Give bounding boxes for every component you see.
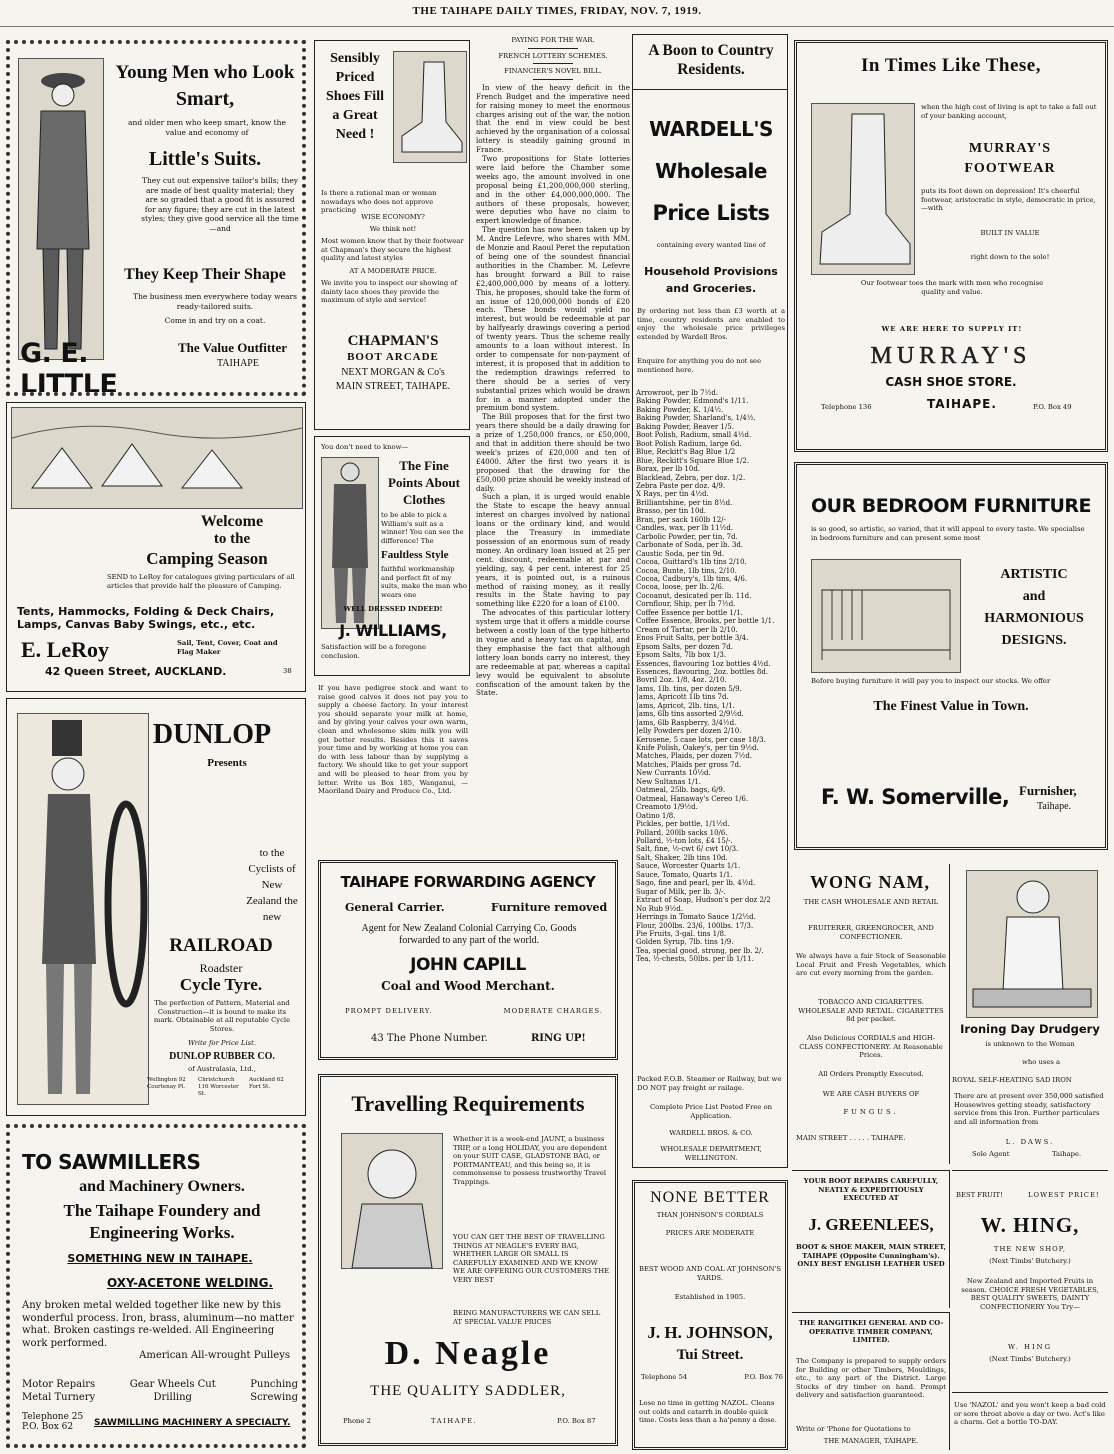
price-item: Baking Powder, Sharland's, 1/4½. [636, 414, 756, 423]
price-item: Cocoa, Guittard's 1lb tins 2/10. [636, 558, 747, 567]
hing-body: New Zealand and Imported Fruits in season. CHOICE FRESH VEGETABLES, BEST QUALITY SWEETS, DAINTY CONFECTIONERY You Try— [961, 1277, 1099, 1311]
dunlop-tyre: Cycle Tyre. [179, 975, 263, 994]
dunlop-body: The perfection of Pattern, Material and Construction—it is bound to make its mark. Obtainable at all reputable Cycle Stores. [153, 999, 291, 1033]
little-brand: Little's Suits. [148, 148, 262, 170]
wardell-price-lists: Price Lists [652, 201, 770, 225]
price-item: Blue, Reckitt's Square Blue 1/2. [636, 456, 750, 465]
price-item: Sugar of Milk, per lb. 3/-. [636, 887, 726, 896]
price-item: Essences, flavouring 1oz bottles 4½d. [636, 659, 771, 668]
price-item: Enos Fruit Salts, per bottle 3/4. [636, 634, 749, 643]
price-item: Pie Fruits, 3-gal. tins 1/8. [636, 930, 727, 938]
williams-style: Faultless Style [381, 549, 449, 561]
article-paragraph: Two propositions for State lotteries were laid before the Chamber some weeks ago, the amount involved in one proposal being £1,200,000,000 sterling, and in the other £4,000,000,000. The authors of these proposals, however, were deputies who have no claim to expert knowledge of finance. [476, 154, 630, 226]
williams-headline: The Fine Points About Clothes [388, 458, 460, 507]
murray-big-name: MURRAY'S [870, 343, 1032, 369]
iron-royal: ROYAL SELF-HEATING SAD IRON [952, 1076, 1072, 1084]
price-item: Boot Polish Radium, large 6d. [636, 439, 742, 448]
ad-d-neagle [318, 1074, 618, 1446]
ad-greenlees-boots [792, 1170, 950, 1308]
timber-write: Write or 'Phone for Quotations to [796, 1425, 911, 1433]
somerville-before: Before buying furniture it will pay you to inspect our stocks. We offer [811, 677, 1051, 685]
iron-town: Taihape. [1052, 1150, 1082, 1158]
dunlop-railroad: RAILROAD [169, 935, 273, 956]
johnson-tel: Telephone 54 [641, 1373, 688, 1381]
dunlop-cyclists: to the Cyclists of New Zealand the new [246, 847, 298, 923]
johnson-than: THAN JOHNSON'S CORDIALS [656, 1211, 764, 1219]
article-subhead: FINANCIER'S NOVEL BILL. [504, 67, 602, 76]
price-item: Brasso, per tin 10d. [636, 507, 707, 516]
little-outfitter: The Value Outfitter [178, 340, 288, 355]
foundry-service: Drilling [153, 1392, 192, 1403]
wardell-wholesale: Wholesale [655, 159, 767, 183]
neagle-town: TAIHAPE. [431, 1417, 478, 1425]
article-paragraph: The question has now been taken up by M. Andre Lefevre, who shares with MM. de Monzie and Raoul Peret the reputation of being one of the soundest financial authorities in the Chamber. M. Lefevre has brought forward a Bill to raise £2,400,000,000 by means of a lottery. This, he proposes, should take the form of an issue of 120,000,000 bonds of £20 each. These bonds would yield no interest, but would be redeemable at par by halfyearly drawings covering a period of twenty years. Thus the scheme really amounts to a loan without interest. In order to compensate for non-payment of interest, it is proposed that in addition to the redemption drawings referred to there should be a series of very substantial prizes which would be drawn for in a manner adopted under the premium bond system. [476, 225, 630, 413]
wongnam-name: WONG NAM, [810, 872, 930, 892]
wardell-enquire: Enquire for anything you do not see mentioned here. [637, 357, 762, 374]
johnson-none-better: NONE BETTER [650, 1189, 770, 1206]
foundry-special: SAWMILLING MACHINERY A SPECIALTY. [94, 1418, 291, 1428]
ad-rangitikei-timber [792, 1312, 950, 1450]
timber-body: The Company is prepared to supply orders for Building or other Timbers, Mouldings, etc., to any part of the District. Large Stocks of dry timber on hand. Prompt delivery and satisfaction guaranteed. [796, 1357, 946, 1400]
williams-body: faithful workmanship and perfect fit of my suits, make the man who wears one [381, 565, 467, 599]
nazol-notice: Lose no time in getting NAZOL. Cleans out colds and catarrh in double quick time. Costs less than a ha'penny a dose. [639, 1399, 777, 1425]
illustration-woman-ironing [966, 870, 1098, 1018]
price-item: Golden Syrup, 7lb. tins 1/9. [636, 938, 734, 947]
chapman-name: CHAPMAN'S [347, 333, 439, 349]
neagle-p1: Whether it is a week-end JAUNT, a business TRIP, or a long HOLIDAY, you are dependent on your SUIT CASE, GLADSTONE BAG, or PORTMANTEAU, and this being so, it is commonsense to possess trustworthy Travel Trappings. [453, 1135, 607, 1186]
price-item: Salt, Shaker, 2lb tins 10d. [636, 853, 728, 862]
dunlop-branch: Christchurch 116 Worcester St. [198, 1077, 239, 1097]
foundry-h1: TO SAWMILLERS [22, 1150, 201, 1174]
chapman-think: We think not! [369, 225, 417, 233]
little-slogan: They Keep Their Shape [124, 266, 286, 283]
wardell-containing: containing every wanted line of [656, 241, 766, 249]
illustration-uncle-sam-tyre [17, 713, 149, 1105]
dunlop-of: of Australasia, Ltd., [188, 1065, 256, 1073]
somerville-and: and [1022, 589, 1046, 604]
hing-lowest: LOWEST PRICE! [1028, 1191, 1100, 1199]
price-item: Cocoanut, desicated per lb. 11d. [636, 591, 752, 600]
johnson-best: BEST WOOD AND COAL AT JOHNSON'S YARDS. [639, 1265, 781, 1282]
foundry-service: Punching [250, 1379, 298, 1390]
murray-box: P.O. Box 49 [1033, 403, 1072, 411]
wardell-order: By ordering not less than £3 worth at a time, country residents are enabled to enjoy the wholesale price privileges extended by Wardell Bros. [637, 307, 785, 341]
price-item: Carbolic Powder, per tin, 7d. [636, 532, 738, 541]
ad-murrays-footwear [794, 40, 1108, 452]
little-tail: The business men everywhere today wears ready-tailored suits. [133, 292, 297, 311]
timber-headline: THE RANGITIKEI GENERAL AND CO-OPERATIVE TIMBER COMPANY, LIMITED. [798, 1319, 944, 1345]
chapman-invite: We invite you to inspect our showing of dainty lace shoes they provide the maximum of style and service! [321, 279, 457, 305]
somerville-name: F. W. Somerville, [821, 785, 1010, 809]
johnson-established: Established in 1905. [674, 1293, 746, 1301]
johnson-prices: PRICES ARE MODERATE [665, 1229, 755, 1237]
price-item: Baking Powder, Beaver 1/5. [636, 422, 734, 431]
little-come: Come in and try on a coat. [164, 316, 266, 325]
price-item: Oatmeal, Hanaway's Cereo 1/6. [636, 794, 749, 803]
greenlees-sub: BOOT & SHOE MAKER, MAIN STREET, TAIHAPE (Opposite Cunningham's). ONLY BEST ENGLISH LEATHER USED [796, 1243, 946, 1269]
price-item: X Rays, per tin 4½d. [636, 490, 709, 499]
iron-unknown: is unknown to the Woman [985, 1040, 1075, 1048]
hing-best: BEST FRUIT! [956, 1191, 1003, 1199]
wardell-dept: WHOLESALE DEPARTMENT, WELLINGTON. [660, 1145, 762, 1162]
price-item: Essences, flavouring, 2oz. bottles 8d. [636, 667, 769, 676]
foundry-h3: The Taihape Foundery and Engineering Works. [63, 1201, 261, 1242]
ad-royal-sad-iron [952, 864, 1108, 1164]
foundry-pulley: American All-wrought Pulleys [139, 1350, 290, 1361]
somerville-harmonious: HARMONIOUS [984, 611, 1084, 626]
foundry-box: P.O. Box 62 [22, 1422, 74, 1432]
neagle-box: P.O. Box 87 [557, 1417, 596, 1425]
price-item: New Sultanas 1/1. [636, 777, 702, 786]
wongnam-fungus: FUNGUS. [843, 1108, 899, 1116]
price-item: Salt, fine, ½-cwt 6/ cwt 10/3. [636, 845, 739, 854]
wongnam-tobacco: TOBACCO AND CIGARETTES. WHOLESALE AND RETAIL. CIGARETTES 8d per packet. [798, 998, 944, 1024]
price-item: Jams, 6lb Raspberry, 3/4½d. [636, 718, 737, 727]
dunlop-branches [147, 1077, 297, 1098]
price-item: Bovril 2oz. 1/8, 4oz. 2/10. [636, 676, 727, 685]
hing-next: (Next Timbs' Butchery.) [989, 1257, 1071, 1265]
hing-name: W. HING, [980, 1213, 1080, 1237]
price-item: Coffee Essence, Brooks, per bottle 1/1. [636, 617, 775, 626]
ad-wardells-price-list [632, 34, 788, 1168]
murray-tel: Telephone 136 [821, 403, 872, 411]
price-item: Sauce, Worcester Quarts 1/1. [636, 862, 741, 871]
leroy-address: 42 Queen Street, AUCKLAND. [45, 665, 227, 678]
williams-satisfaction: Satisfaction will be a foregone conclusion. [321, 643, 426, 660]
capill-phone: 43 The Phone Number. [371, 1033, 488, 1044]
price-item: Cream of Tartar, per lb 2/10. [636, 625, 738, 634]
price-item: Jams, 6lb tins assorted 2/9½d. [636, 710, 744, 719]
price-item: Baking Powder, K. 1/4½. [636, 405, 724, 414]
wardell-bros: WARDELL BROS. & CO. [669, 1129, 753, 1137]
neagle-phone: Phone 2 [343, 1417, 371, 1425]
wardell-name: WARDELL'S [649, 117, 773, 141]
price-item: Boot Polish, Radium, small 4½d. [636, 431, 752, 440]
foundry-weld: OXY-ACETONE WELDING. [107, 1276, 273, 1290]
neagle-headline: Travelling Requirements [351, 1091, 585, 1116]
ad-leroy-camping [6, 402, 306, 692]
greenlees-repairs: YOUR BOOT REPAIRS CAREFULLY, NEATLY & EXPEDITIOUSLY EXECUTED AT [803, 1177, 939, 1203]
price-item: Pickles, per bottle, 1/1½d. [636, 820, 730, 829]
ad-dunlop [6, 698, 306, 1116]
foundry-service: Metal Turnery [22, 1392, 96, 1403]
little-body: They cut out expensive tailor's bills; they are made of best quality material; they are so graded that a good fit is assured for any figure; they are cut in the latest styles; they give good service all the time—and [141, 176, 299, 233]
ad-somerville-furniture [794, 462, 1108, 850]
murray-here: WE ARE HERE TO SUPPLY IT! [881, 325, 1023, 333]
price-item: Blue, Reckitt's Bag Blue 1/2 [636, 448, 736, 457]
wongnam-buyers: WE ARE CASH BUYERS OF [822, 1090, 920, 1098]
price-item: Flour, 200lbs. 23/6, 100lbs. 17/3. [636, 921, 754, 930]
murray-our: Our footwear toes the mark with men who recognise quality and value. [860, 279, 1044, 296]
chapman-next: NEXT MORGAN & Co's [341, 367, 445, 378]
iron-daws: L. DAWS. [1005, 1138, 1055, 1146]
notice-nazol [952, 1392, 1108, 1450]
wongnam-cordials: Also Delicious CORDIALS and HIGH-CLASS CONFECTIONERY. At Reasonable Prices. [799, 1034, 943, 1060]
divider [528, 48, 578, 49]
chapman-moderate: AT A MODERATE PRICE. [349, 267, 437, 275]
price-item: Carbonate of Soda, per lb. 3d. [636, 541, 744, 550]
price-item: Zebra Paste per doz. 4/9. [636, 481, 726, 490]
price-item: Jams, Apricott 1lb tins 7d. [636, 693, 729, 702]
price-item: Sago, fine and pearl, per lb. 4½d. [636, 879, 756, 888]
somerville-artistic: ARTISTIC [1000, 567, 1068, 582]
notice-maoriland-dairy [314, 682, 470, 854]
murray-puts: puts its foot down on depression! It's cheerful footwear, aristocratic in style, democratic in price,—with [921, 187, 1096, 213]
price-item: Jams, Apricot, 2lb. tins, 1/1. [636, 701, 735, 710]
little-name: G. E. LITTLE [20, 338, 118, 396]
price-item: Epsom Salts, 7lb box 1/3. [636, 651, 727, 660]
wongnam-orders: All Orders Promptly Executed. [818, 1070, 924, 1078]
divider [533, 79, 573, 80]
ad-johnson-cordials [632, 1180, 788, 1450]
murray-town: TAIHAPE. [927, 397, 997, 411]
somerville-designs: DESIGNS. [1001, 633, 1067, 648]
price-item: Kerosene, 5 case lots, per case 18/3. [636, 735, 766, 744]
illustration-man-standing [321, 457, 379, 629]
murray-store: CASH SHOE STORE. [885, 375, 1017, 389]
johnson-name: J. H. JOHNSON, [647, 1323, 773, 1342]
leroy-send: SEND to LeRoy for catalogues giving particulars of all articles that provide half the pleasure of Camping. [107, 573, 295, 590]
ad-taihape-foundery [6, 1124, 306, 1448]
article-body [476, 84, 630, 699]
capill-coal: Coal and Wood Merchant. [381, 979, 555, 993]
capill-charges: MODERATE CHARGES. [503, 1007, 603, 1015]
foundry-service: Motor Repairs [22, 1379, 96, 1390]
article-paragraph: Such a plan, it is urged would enable the State to escape the heavy annual interest on charges involved by national loans or the ordinary kind, and would place the Treasury in immediate possession of an enormous sum of ready money. An ordinary loan issued at 25 per cent. discount, redeemable at par and yielding, say, 4 per cent. interest for 25 years, it is pointed out, is a ruinous method of raising money, as it really results in the State having to pay something like £220 for a loan of £100. [476, 492, 630, 609]
murray-when: when the high cost of living is apt to take a fall out of your banking account, [921, 103, 1097, 120]
dunlop-branch: Auckland 62 Fort St. [249, 1077, 284, 1090]
iron-uses: who uses a [1022, 1058, 1061, 1066]
wongnam-stock: We always have a fair Stock of Seasonable Local Fruit and Fresh Vegetables, which are cut every morning from the garden. [796, 952, 946, 978]
price-item: Herrings in Tomato Sauce 1/2½d. [636, 913, 756, 922]
wongnam-fruit: FRUITERER, GREENGROCER, AND CONFECTIONER. [808, 924, 934, 941]
price-item: Tea, special good, strong, per lb. 2/. [636, 946, 764, 955]
leroy-maker: Sail, Tent, Cover, Coat and Flag Maker [177, 639, 278, 656]
price-item: New Currants 10½d. [636, 769, 711, 778]
murray-built: BUILT IN VALUE [980, 229, 1040, 237]
illustration-shoe [393, 51, 467, 163]
nazol-body: Use 'NAZOL' and you won't keep a bad cold or sore throat above a day or two. Act's like a charm. Get a bottle TO-DAY. [954, 1401, 1106, 1427]
price-item: Creamoto 1/9½d. [636, 803, 698, 812]
greenlees-name: J. GREENLEES, [808, 1215, 934, 1234]
ad-w-hing [952, 1170, 1108, 1386]
illustration-saddler-man [341, 1133, 443, 1269]
leroy-name: E. LeRoy [21, 637, 109, 662]
article-headline: FRENCH LOTTERY SCHEMES. [498, 51, 608, 60]
price-item: Pollard, ½-ton lots, £4 15/-. [636, 837, 733, 846]
price-item: Matches, Plaids, per dozen 7½d. [636, 752, 753, 761]
neagle-p2: YOU CAN GET THE BEST OF TRAVELLING THINGS AT NEAGLE'S EVERY BAG, WHETHER LARGE OR SMALL IS CAREFULLY EXAMINED AND WE KNOW WE ARE OFFERING OUR CUSTOMERS THE VERY BEST [453, 1233, 610, 1284]
iron-agent: Sole Agent [972, 1150, 1010, 1158]
article-paragraph: In view of the heavy deficit in the French Budget and the imperative need for raising money to meet the enormous charges arising out of the war, the notion that the end in view could be best achieved by the organisation of a colossal lottery is steadily gaining ground in France. [476, 82, 630, 155]
foundry-new: SOMETHING NEW IN TAIHAPE. [67, 1252, 253, 1265]
article-paragraph: The Bill proposes that for the first two years there should be a daily drawing for a prize of 1,250,000 francs, or £50,000, and that in addition there should be two week's prizes of £20,000 and ten of £4000. After the first two years it is proposed that the drawing for the £50,000 prize should be weekly instead of daily. [476, 412, 630, 493]
price-item: Sauce, Tomato, Quarts 1/1. [636, 870, 733, 879]
price-item: Caustic Soda, per tin 9d. [636, 549, 725, 558]
wardell-boon: A Boon to Country Residents. [648, 42, 774, 78]
article-paying-for-the-war [476, 34, 630, 854]
dunlop-company: DUNLOP RUBBER CO. [169, 1051, 275, 1062]
murray-footwear: FOOTWEAR [964, 161, 1056, 176]
wongnam-main: MAIN STREET . . . . . TAIHAPE. [796, 1134, 906, 1142]
murray-right: right down to the sole! [970, 253, 1050, 261]
somerville-headline: OUR BEDROOM FURNITURE [810, 495, 1092, 517]
illustration-camp-scene [11, 407, 303, 509]
price-item: No Rub 9½d. [636, 904, 683, 913]
dunlop-write: Write for Price List. [187, 1039, 257, 1047]
williams-name: J. WILLIAMS, [339, 621, 447, 640]
johnson-box: P.O. Box 76 [744, 1373, 783, 1381]
capill-ring: RING UP! [531, 1033, 586, 1044]
price-item: Baking Powder, Edmond's 1/11. [636, 397, 749, 406]
leroy-goods: Tents, Hammocks, Folding & Deck Chairs, Lamps, Canvas Baby Swings, etc., etc. [17, 605, 275, 631]
page-header: THE TAIHAPE DAILY TIMES, FRIDAY, NOV. 7, 1919. [0, 0, 1114, 27]
ad-wong-nam [792, 864, 950, 1164]
price-item: Arrowroot, per lb 7½d. [636, 389, 719, 397]
somerville-intro: is so good, so artistic, so varied, that it will appeal to every taste. We specialise in bedroom furniture and can present some most [811, 525, 1085, 542]
wardell-household: Household Provisions and Groceries. [644, 265, 778, 295]
foundry-contact [22, 1412, 102, 1432]
leroy-welcome: Welcome [200, 513, 264, 530]
price-item: Candles, wax, per lb 11½d. [636, 524, 734, 533]
foundry-services [22, 1378, 298, 1404]
little-headline-2: Smart, [175, 88, 235, 110]
price-item: Brilliantshine, per tin 8½d. [636, 498, 733, 507]
ad-little-suits [6, 40, 306, 396]
leroy-season: Camping Season [146, 549, 268, 568]
williams-dressed: WELL DRESSED INDEED! [343, 605, 443, 613]
somerville-furnisher: Furnisher, [1019, 783, 1077, 798]
illustration-man-in-suit [18, 58, 104, 360]
somerville-finest: The Finest Value in Town. [873, 699, 1029, 714]
williams-know: You don't need to know— [321, 443, 409, 451]
little-intro: and older men who keep smart, know the value and economy of [128, 118, 286, 137]
price-item: Cocoa, loose, per lb. 2/6. [636, 583, 725, 592]
divider [633, 89, 788, 90]
foundry-tel: Telephone 25 [22, 1412, 84, 1422]
ad-williams [314, 436, 470, 676]
divider [533, 63, 573, 64]
foundry-service: Screwing [250, 1392, 298, 1403]
price-item: Jams, 1lb. tins, per dozen 5/9. [636, 684, 742, 693]
dunlop-presents: Presents [207, 757, 247, 769]
price-item: Matches, Plaids per gross 7d. [636, 760, 742, 769]
leroy-code: 38 [283, 667, 292, 675]
price-item: Pollard, 200lb sacks 10/6. [636, 828, 728, 837]
chapman-arcade: BOOT ARCADE [347, 351, 439, 363]
article-paragraph: The advocates of this particular lottery system urge that it offers a middle course between a costly loan of the type hitherto in vogue and a heavy tax on capital, and they emphasise the fact that although lottery loan bonds carry no interest, they are redeemable at par, whereas a capital levy would be equivalent to absolute confiscation of the amount taken by the State. [476, 608, 630, 698]
iron-body: There are at present over 350,000 satisfied Housewives getting steady, satisfactory service from this Iron. Further particulars and all information from [954, 1092, 1104, 1126]
price-item: Extract of Soap, Hudson's per doz 2/2 [636, 896, 771, 905]
price-item: Cornflour, Ship, per lb 7½d. [636, 600, 736, 609]
price-item: Coffee Essence per bottle 1/1. [636, 608, 743, 617]
timber-manager: THE MANAGER, TAIHAPE. [823, 1437, 919, 1445]
illustration-bed [811, 559, 961, 673]
price-item: Jelly Powders per dozen 2/10. [636, 727, 742, 736]
price-item: Oatino 1/8. [636, 811, 676, 820]
chapman-headline: Sensibly Priced Shoes Fill a Great Need ! [326, 51, 384, 142]
chapman-economy: WISE ECONOMY? [361, 213, 425, 221]
price-item: Bran, per sack 160lb 12/- [636, 515, 726, 524]
dunlop-name: DUNLOP [152, 719, 272, 750]
illustration-boot [811, 103, 915, 275]
ad-john-capill [318, 860, 618, 1060]
chapman-street: MAIN STREET, TAIHAPE. [335, 381, 451, 392]
murray-name: MURRAY'S [968, 141, 1052, 156]
chapman-question: Is there a rational man or woman nowadays who does not approve practicing [321, 189, 437, 215]
murray-headline: In Times Like These, [861, 55, 1041, 76]
price-item: Cocoa, Bunte, 1lb tins, 2/10. [636, 566, 737, 575]
neagle-p3: BEING MANUFACTURERS WE CAN SELL AT SPECIAL VALUE PRICES [453, 1309, 601, 1326]
article-kicker: PAYING FOR THE WAR. [511, 36, 595, 44]
capill-furniture: Furniture removed [491, 901, 608, 914]
foundry-h2: and Machinery Owners. [79, 1178, 245, 1195]
johnson-street: Tui Street. [676, 1347, 744, 1363]
capill-headline: TAIHAPE FORWARDING AGENCY [340, 873, 596, 891]
wongnam-sub: THE CASH WHOLESALE AND RETAIL [803, 898, 939, 906]
iron-headline: Ironing Day Drudgery [960, 1022, 1100, 1036]
price-item: Cocoa, Cadbury's, 1lb tins, 4/6. [636, 574, 748, 583]
price-item: Tea, ½-chests, 50lbs. per lb 1/11. [636, 955, 754, 964]
wardell-price-items [636, 389, 786, 964]
price-item: Blacklead, Zebra, per doz. 1/2. [636, 473, 746, 482]
foundry-service: Gear Wheels Cut [129, 1379, 216, 1390]
capill-carrier: General Carrier. [345, 901, 445, 914]
dairy-body: If you have pedigree stock and want to raise good calves it does not pay you to supply a cheese factory. In your interest you should separate your milk at home, and by giving your calves your own warm, clean and wholesome skim milk you will get better results. Besides this it saves your time and by working at home you can do with less labour than by supplying a factory. We should like to get your support and will be pleased to hear from you by letter. Write us Box 185, Wanganui, —Maoriland Dairy and Produce Co., Ltd. [318, 684, 468, 796]
dunlop-roadster: Roadster [199, 961, 243, 975]
chapman-body: Most women know that by their footwear at Chapman's they secure the highest quality and latest styles [321, 237, 464, 263]
price-item: Oatmeal, 25lb. bags, 6/9. [636, 786, 726, 795]
wardell-packed: Packed F.O.B. Steamer or Railway, but we DO NOT pay freight or railage. [637, 1075, 782, 1092]
somerville-town: Taihape. [1037, 801, 1072, 812]
ad-chapmans [314, 40, 470, 430]
hing-shop: THE NEW SHOP, [993, 1245, 1067, 1253]
price-item: Epsom Salts, per dozen 7d. [636, 642, 733, 651]
foundry-body: Any broken metal welded together like new by this wonderful process. Iron, brass, aluminum—no matter what. Broken castings re-welded. All Engineering work performed. [22, 1300, 294, 1349]
dunlop-branch: Wellington 92 Courtenay Pl. [147, 1077, 186, 1090]
capill-agent: Agent for New Zealand Colonial Carrying Co. Goods forwarded to any part of the world. [361, 923, 577, 946]
little-town: TAIHAPE [217, 358, 259, 369]
hing-signature: W. HING [1007, 1343, 1053, 1351]
little-headline: Young Men who Look [115, 62, 295, 83]
williams-pick: to be able to pick a William's suit as a winner! You can see the difference! The [381, 511, 464, 545]
neagle-name: D. Neagle [384, 1335, 552, 1372]
wardell-complete: Complete Price List Posted Free on Application. [649, 1103, 773, 1120]
hing-next-2: (Next Timbs' Butchery.) [989, 1355, 1071, 1363]
price-item: Borax, per lb 10d. [636, 465, 701, 474]
price-item: Knife Polish, Oakey's, per tin 9½d. [636, 744, 759, 753]
capill-name: JOHN CAPILL [410, 955, 526, 975]
leroy-to-the: to the [213, 531, 251, 547]
neagle-saddler: THE QUALITY SADDLER, [370, 1383, 566, 1399]
capill-prompt: PROMPT DELIVERY. [345, 1007, 433, 1015]
